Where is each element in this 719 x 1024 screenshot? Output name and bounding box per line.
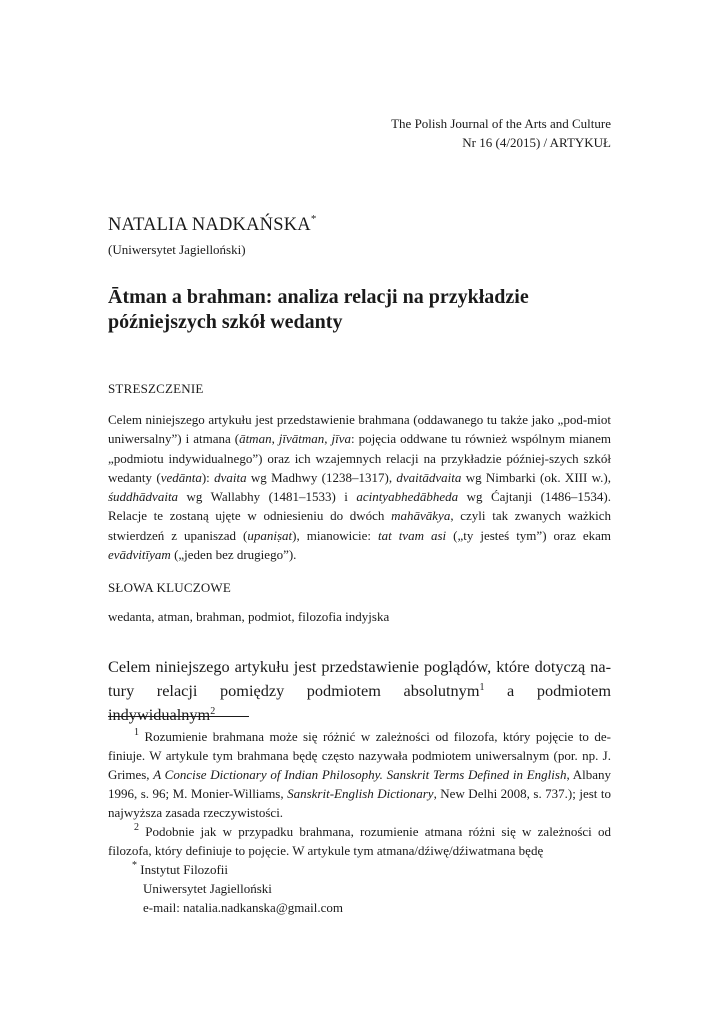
footnote-1 [108, 727, 611, 822]
footnote-2-number: 2 [134, 822, 139, 833]
abstract-seg: ), mianowicie: [292, 527, 378, 543]
term: jīva [331, 431, 352, 447]
institute: Instytut Filozofii [137, 862, 228, 877]
journal-name: The Polish Journal of the Arts and Culture [391, 116, 611, 131]
title-line-2: późniejszych szkół wedanty [108, 311, 343, 333]
abstract-seg: : pojęcia oddwane tu również wspólnym mianem „podmiotu indywidualnego”) oraz ich wzajemnych relacji na przykładzie później-szych szkół wedanty ( [108, 431, 612, 485]
term: dvaita [214, 469, 247, 485]
fn-seg: , New Delhi 2008, s. 737.); jest to najwyższa zasada rzeczywistości. [108, 786, 611, 820]
abstract-heading: STRESZCZENIE [108, 381, 204, 396]
abstract-seg: wg Ćajtanji (1486–1534). Relacje te zostaną ujęte w odniesieniu do dwóch [108, 489, 611, 524]
footnote-ref-2[interactable]: 2 [210, 706, 216, 717]
footnote-author [132, 860, 612, 917]
journal-header [391, 114, 611, 152]
article-title [108, 285, 618, 335]
term: mahāvākya [391, 508, 451, 524]
footnote-divider [108, 716, 249, 717]
body-seg: a podmiotem indywidualnym [108, 681, 611, 724]
abstract-seg: Celem niniejszego artykułu jest przedstawienie brahmana (oddawanego tu także jako „pod-miot uniwersalny”) i atmana ( [108, 412, 611, 447]
author-email[interactable]: e-mail: natalia.nadkanska@gmail.com [143, 900, 344, 915]
footnote-author-mark: * [132, 860, 137, 871]
term: tat tvam asi [377, 527, 447, 543]
university: Uniwersytet Jagielloński [143, 881, 272, 896]
term: jīvātman [278, 431, 325, 447]
author-affiliation: (Uniwersytet Jagielloński) [108, 242, 246, 257]
abstract-seg: („ty jesteś tym”) oraz ekam [446, 527, 612, 543]
author-name-text: NATALIA NADKAŃSKA [108, 215, 311, 235]
term: ātman [239, 431, 272, 447]
body-seg: Celem niniejszego artykułu jest przedstawienie poglądów, które dotyczą na-tury relacji pomiędzy podmiotem absolutnym [108, 657, 611, 700]
fn-seg: , Albany 1996, s. 96; M. Monier-Williams, [108, 767, 611, 801]
keywords-text: wedanta, atman, brahman, podmiot, filozofia indyjska [108, 609, 390, 624]
fn-seg: Podobnie jak w przypadku brahmana, rozumienie atmana różni się w zależności od filozofa, który definiuje to pojęcie. W artykule tym atmana/dźiwę/dźiwatmana będę [108, 824, 611, 858]
fn-book-title: A Concise Dictionary of Indian Philosophy. Sanskrit Terms Defined in English [153, 767, 567, 782]
footnote-author-line-1 [132, 860, 612, 879]
abstract-seg: wg Madhwy (1238–1317), [246, 469, 397, 485]
term: śuddhādvaita [108, 489, 179, 505]
author-name [108, 213, 317, 236]
abstract-seg: wg Nimbarki (ok. XIII w.), [461, 469, 611, 485]
term: dvaitādvaita [396, 469, 462, 485]
fn-seg: Rozumienie brahmana może się różnić w zależności od filozofa, który pojęcie to de-finiuje. W artykule tym brahmana będę często nazywała podmiotem uniwersalnym (por. np. J. Grimes, [108, 729, 611, 782]
issue-info: Nr 16 (4/2015) / ARTYKUŁ [462, 135, 611, 150]
author-footnote-mark[interactable]: * [310, 213, 317, 225]
title-line-1: Ātman a brahman: analiza relacji na przykładzie [108, 286, 529, 308]
abstract-seg: wg Wallabhy (1481–1533) i [178, 489, 357, 505]
keywords-heading: SŁOWA KLUCZOWE [108, 580, 232, 595]
footnote-1-number: 1 [134, 727, 139, 738]
term: upaniṣat [247, 527, 293, 543]
footnote-ref-1[interactable]: 1 [479, 682, 485, 693]
abstract-seg: , [271, 431, 279, 447]
term: vedānta [160, 469, 202, 485]
term: acintyabhedābheda [356, 489, 459, 505]
term: evādvitīyam [108, 547, 171, 563]
abstract-seg: ): [201, 469, 215, 485]
fn-book-title: Sanskrit-English Dictionary [287, 786, 434, 801]
abstract-seg: („jeden bez drugiego”). [170, 547, 297, 563]
abstract-seg: , [324, 431, 332, 447]
footnote-2 [108, 822, 611, 860]
abstract-text [108, 410, 611, 564]
abstract-seg: , czyli tak zwanych ważkich stwierdzeń z upaniszad ( [108, 508, 611, 543]
